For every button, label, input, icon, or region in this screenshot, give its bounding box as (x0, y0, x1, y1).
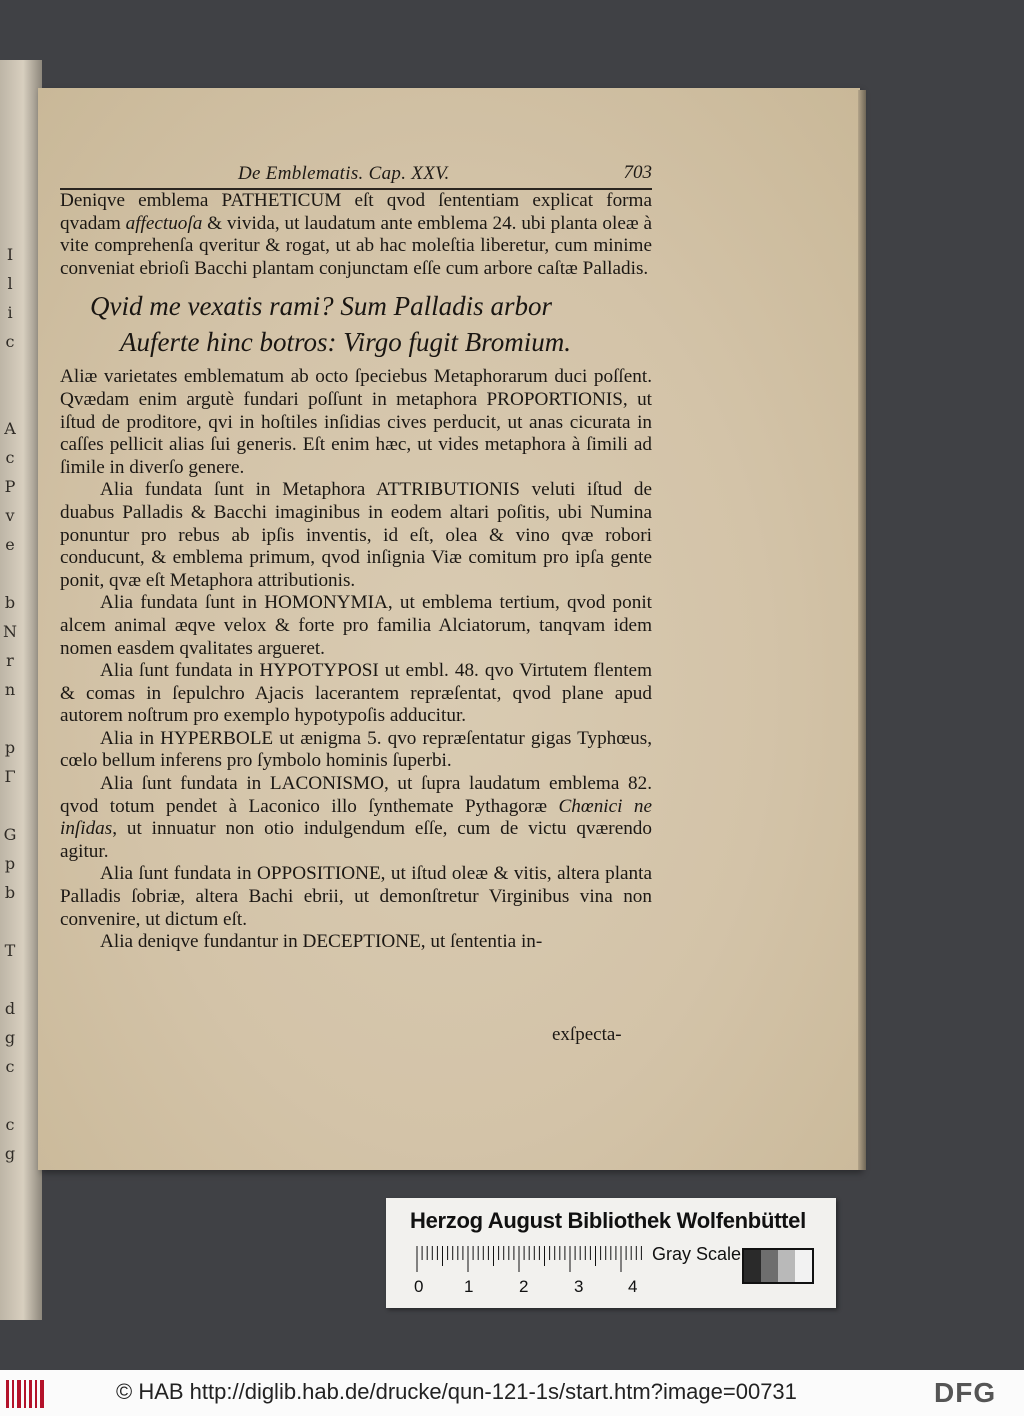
body-paragraph: Alia ſunt fundata in LACONISMO, ut ſupra laudatum emblema 82. qvod totum pendet à Laconico illo ſynthemate Pythagoræ Chœnici ne inſidas, ut innuatur non otio indulgendum eſſe, cum de victu qværendo agitur. (60, 773, 652, 862)
swatch-step (795, 1250, 812, 1282)
left-page-glyph: r (6, 651, 14, 670)
ruler-label-0: 0 (414, 1277, 424, 1294)
copyright-link[interactable]: © HAB http://diglib.hab.de/drucke/qun-121-1s/start.htm?image=00731 (116, 1379, 797, 1404)
body-paragraph: Alia fundata ſunt in Metaphora ATTRIBUTIONIS veluti iſtud de duabus Palladis & Bacchi imaginibus in eodem altari poſitis, ubi Numina ponuntur pro rebus ab ipſis inventis, id eſt, olea & vino qvæ robori conducunt, & emblema primum, qvod inſignia Viæ comitum pro ipſa gente ponit, qvæ eſt Metaphora attributionis. (60, 479, 652, 591)
dfg-logo: DFG (934, 1377, 997, 1408)
left-page-glyph: n (4, 680, 16, 699)
body-paragraph: Alia deniqve fundantur in DECEPTIONE, ut ſententia in- (100, 931, 543, 953)
left-page-glyph: g (4, 1028, 16, 1047)
body-paragraph: Alia fundata ſunt in HOMONYMIA, ut emblema tertium, qvod ponit alcem animal æqve velox & forte pro familia Alciatorum, tanqvam idem nomen easdem qvalitates argueret. (60, 592, 652, 659)
running-head-title: De Emblematis. Cap. XXV. (238, 163, 450, 184)
left-page-edge (0, 60, 42, 1320)
catchword: exſpecta- (552, 1024, 622, 1045)
left-page-glyph: c (5, 448, 15, 467)
left-page-glyph: Γ (4, 767, 16, 786)
left-page-glyph: G (3, 825, 17, 844)
verse-quotation (60, 288, 652, 360)
left-page-glyph: p (4, 738, 16, 757)
ruler-label-3: 3 (574, 1277, 584, 1294)
left-page-glyph: d (4, 999, 16, 1018)
left-page-glyph: v (5, 506, 15, 525)
swatch-step (778, 1250, 795, 1282)
page-edge-shadow (858, 90, 866, 1170)
ruler-label-4: 4 (628, 1277, 638, 1294)
left-page-glyph: A (4, 419, 16, 438)
left-page-glyph (0, 356, 20, 385)
left-page-glyph: I (6, 245, 14, 264)
left-page-glyph (0, 704, 20, 733)
running-head (60, 162, 652, 190)
body-paragraph: Alia ſunt fundata in HYPOTYPOSI ut embl. 48. qvo Virtutem flentem & comas in ſepulchro Ajacis lacerantem repræſentat, qvod plane apud autorem noſtrum pro exemplo hypotypoſis adducitur. (60, 660, 652, 727)
body-paragraphs (60, 366, 652, 953)
paragraph-pathetic: Deniqve emblema PATHETICUM eſt qvod ſententiam explicat forma qvadam affectuoſa & vivida, ut laudatum ante emblema 24. ubi planta oleæ à vite comprehenſa qveritur & rogat, ut ab hac moleſtia liberetur, cum minime conveniat ebrioſi Bacchi plantam conjunctam eſſe cum arbore caſtæ Palladis. (60, 190, 652, 279)
left-page-glyph (0, 791, 20, 820)
left-page-glyph: b (4, 883, 16, 902)
library-color-card (386, 1198, 836, 1308)
library-name: Herzog August Bibliothek Wolfenbüttel (410, 1208, 806, 1233)
left-page-glyph: T (4, 941, 16, 960)
ruler-label-2: 2 (519, 1277, 529, 1294)
gray-scale-label: Gray Scale (652, 1244, 742, 1264)
hab-barcode-icon (6, 1380, 46, 1408)
left-page-glyph: N (3, 622, 17, 641)
left-page-glyph (0, 907, 20, 936)
ruler-scale (414, 1244, 650, 1294)
left-page-glyph: P (4, 477, 16, 496)
left-page-glyph: p (4, 854, 16, 873)
verse-line-2: Auferte hinc botros: Virgo fugit Bromium. (120, 327, 571, 358)
body-paragraph: Aliæ varietates emblematum ab octo ſpeciebus Metaphorarum duci poſſent. Qvædam enim argutè fundari poſſunt in metaphora PROPORTIONIS, ut iſtud de proditore, qvi in hoſtiles inſidias cives perducit, ut anas cicurata in caſſes pellicit alias ſui generis. Eſt enim hæc, ut vides metaphora à ſimili ad ſimile in diverſo genere. (60, 366, 652, 478)
verse-line-1: Qvid me vexatis rami? Sum Palladis arbor (90, 291, 552, 322)
left-page-glyph: c (5, 332, 15, 351)
left-page-glyph: c (5, 1057, 15, 1076)
left-page-glyph: c (5, 1115, 15, 1134)
ruler-label-1: 1 (464, 1277, 474, 1294)
left-page-glyph: g (4, 1144, 16, 1163)
gray-scale-swatch (742, 1248, 814, 1284)
left-page-glyphs (0, 240, 20, 1168)
left-page-glyph: b (4, 593, 16, 612)
left-page-glyph: i (7, 303, 13, 322)
left-page-glyph (0, 965, 20, 994)
swatch-step (744, 1250, 761, 1282)
footer-bar (0, 1370, 1024, 1416)
left-page-glyph: l (7, 274, 13, 293)
left-page-glyph (0, 1081, 20, 1110)
body-paragraph: Alia in HYPERBOLE ut ænigma 5. qvo repræſentatur gigas Typhœus, cœlo bellum inferens pro ſymbolo hominis ſuperbi. (60, 727, 652, 772)
swatch-step (761, 1250, 778, 1282)
page-text (60, 190, 652, 954)
left-page-glyph: e (5, 535, 15, 554)
left-page-glyph (0, 559, 20, 588)
body-paragraph: Alia ſunt fundata in OPPOSITIONE, ut iſtud oleæ & vitis, altera planta Palladis ſobriæ, altera Bachi ebrii, ut demonſtretur Virginibus vina non convenire, ut dictum eſt. (60, 863, 652, 930)
left-page-glyph (0, 385, 20, 414)
page-number: 703 (623, 162, 652, 183)
